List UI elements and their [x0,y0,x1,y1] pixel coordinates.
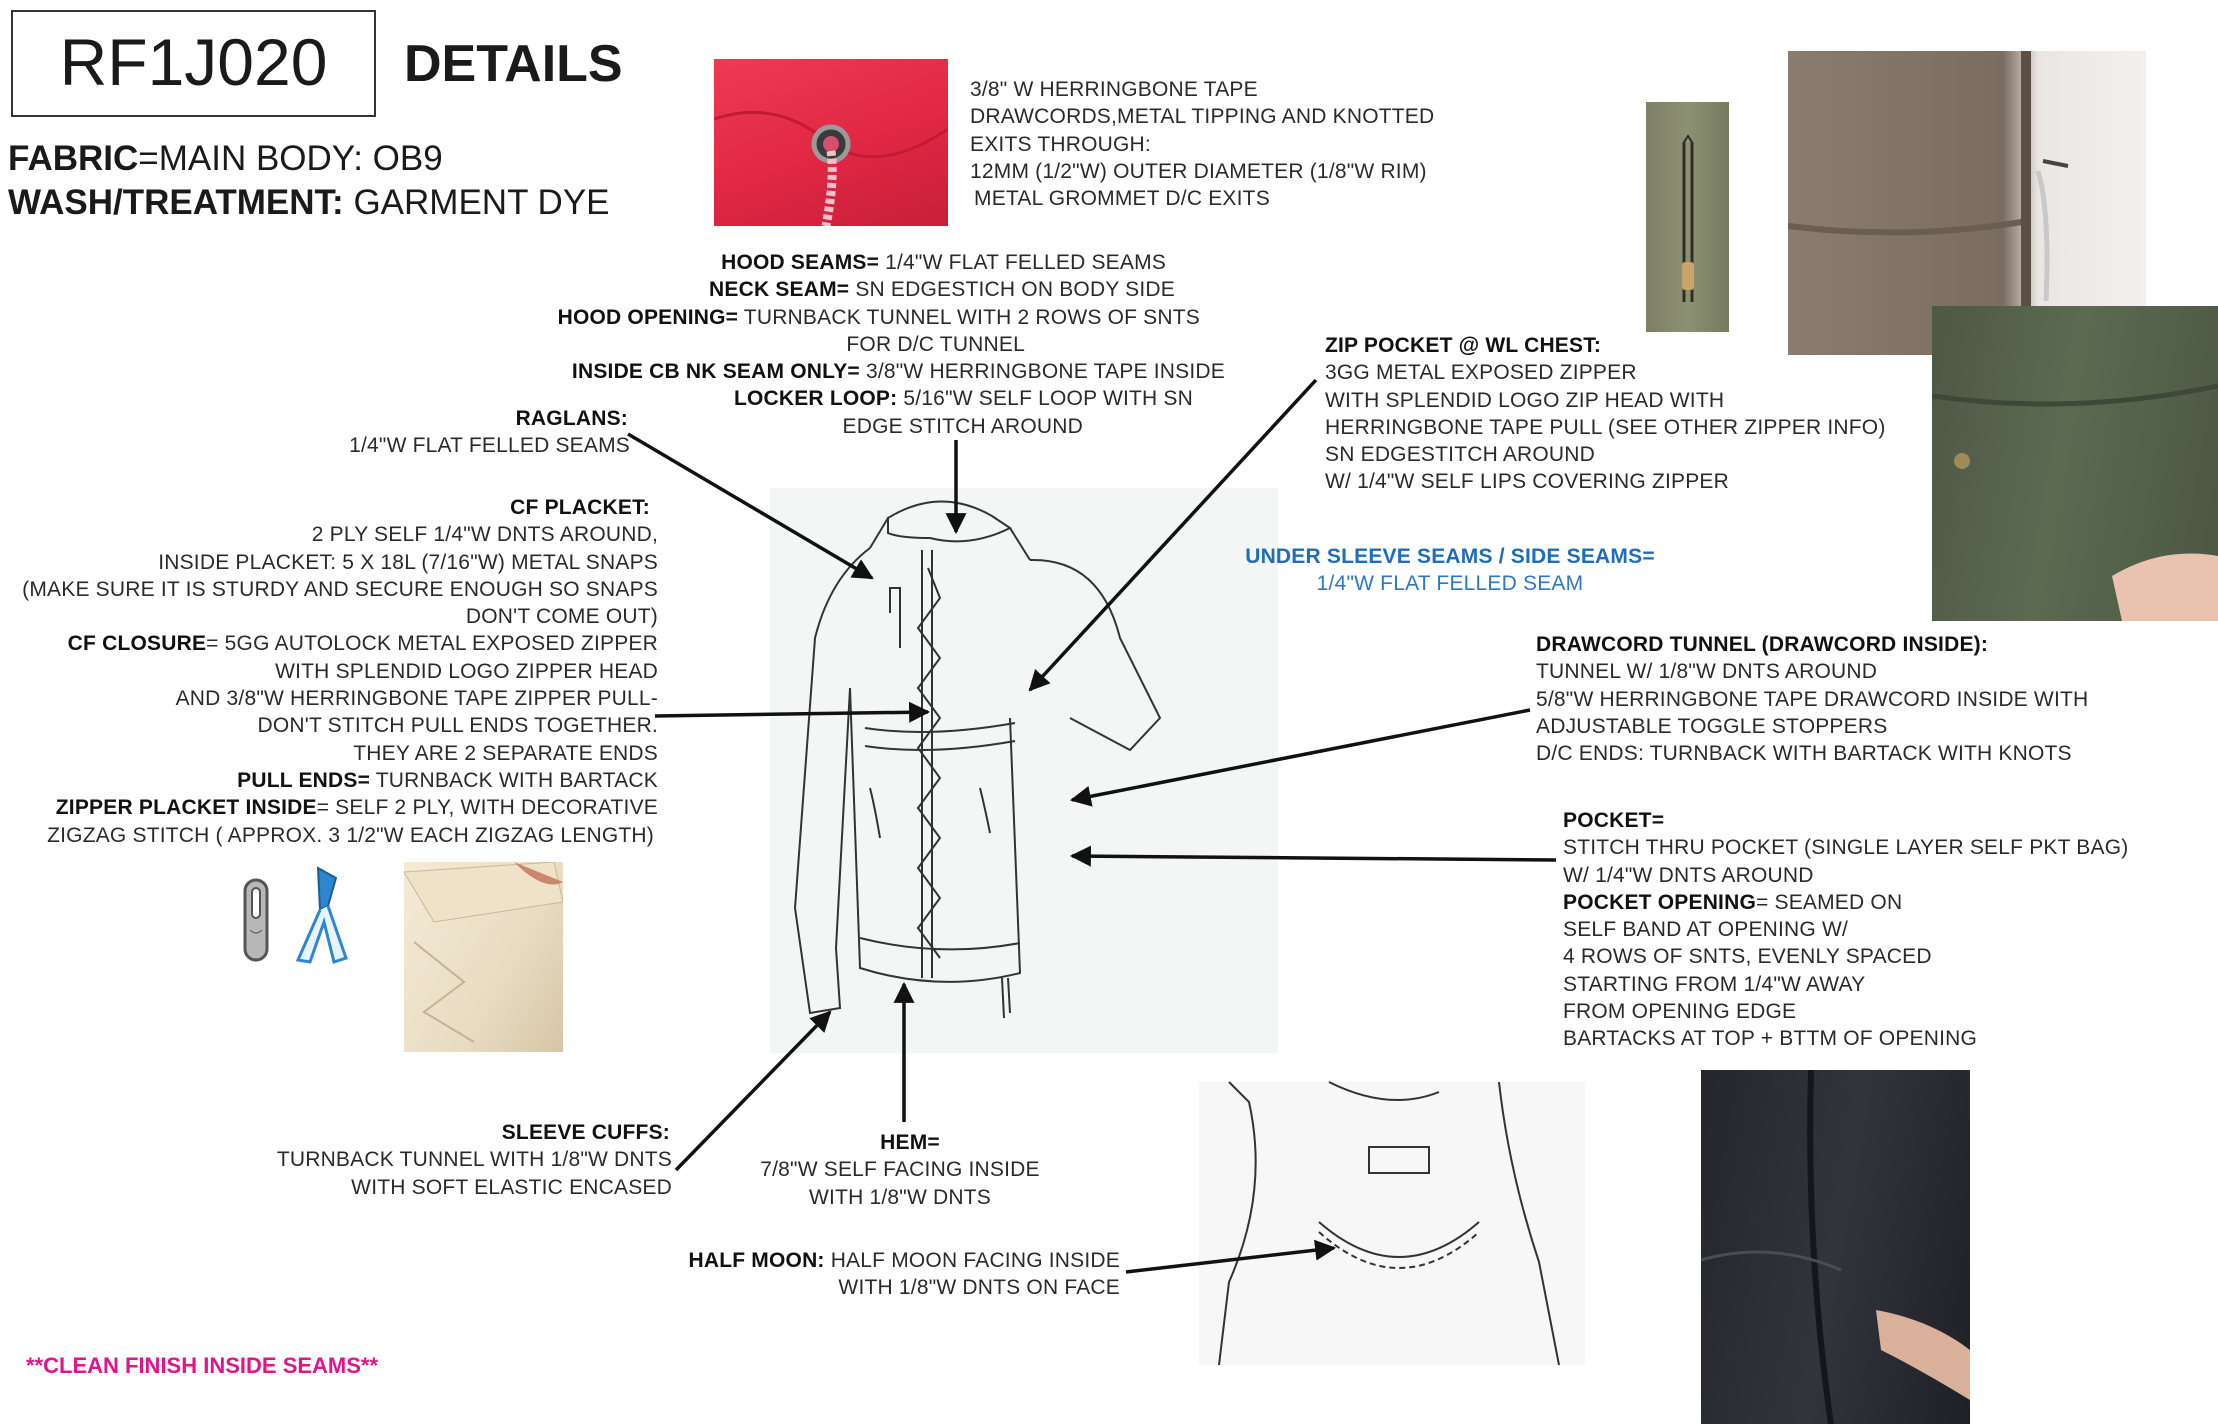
cf-placket-line: (MAKE SURE IT IS STURDY AND SECURE ENOUGH SO SNAPS [22,577,658,601]
hood-seams-value: 1/4"W FLAT FELLED SEAMS [885,251,1166,274]
drawcord-tunnel-line: ADJUSTABLE TOGGLE STOPPERS [1536,714,1888,738]
fabric-value: =MAIN BODY: OB9 [138,139,443,178]
drawcord-tunnel-line: 5/8"W HERRINGBONE TAPE DRAWCORD INSIDE WITH [1536,687,2089,711]
cf-closure-value: = 5GG AUTOLOCK METAL EXPOSED ZIPPER [206,632,658,656]
under-sleeve-value: 1/4"W FLAT FELLED SEAM [1316,572,1584,596]
hem-line: WITH 1/8"W DNTS [809,1185,991,1209]
style-code: RF1J020 [59,25,328,99]
hood-opening-line2: FOR D/C TUNNEL [846,332,1025,356]
pocket-opening-line: SELF BAND AT OPENING W/ [1563,918,1849,942]
half-moon-value: HALF MOON FACING INSIDE [830,1249,1120,1272]
half-moon-label: HALF MOON: [688,1249,825,1272]
arrow-zip-pocket [1030,380,1316,690]
drawcord-line: DRAWCORDS,METAL TIPPING AND KNOTTED [970,105,1435,129]
drawcord-tunnel-line: TUNNEL W/ 1/8"W DNTS AROUND [1536,660,1878,684]
neck-seam-value: SN EDGESTICH ON BODY SIDE [855,278,1175,302]
cf-placket-label: CF PLACKET: [510,496,650,519]
cf-closure-line: THEY ARE 2 SEPARATE ENDS [353,741,658,765]
drawcord-tunnel-line: D/C ENDS: TURNBACK WITH BARTACK WITH KNOTS [1536,742,2072,766]
raglans-value: 1/4"W FLAT FELLED SEAMS [349,434,630,458]
footer-note: **CLEAN FINISH INSIDE SEAMS** [26,1353,379,1378]
cf-closure-line: AND 3/8"W HERRINGBONE TAPE ZIPPER PULL- [175,687,658,711]
zipper-placket-line2: ZIGZAG STITCH ( APPROX. 3 1/2"W EACH ZIGZAG LENGTH) [47,823,654,847]
drawcord-line: 3/8" W HERRINGBONE TAPE [970,78,1258,101]
hem-line: 7/8"W SELF FACING INSIDE [760,1158,1040,1182]
cf-placket-line: DON'T COME OUT) [465,605,658,629]
arrow-sleeve-cuffs [676,1012,830,1170]
neck-seam-label: NECK SEAM= [709,278,850,302]
drawcord-tunnel-label: DRAWCORD TUNNEL (DRAWCORD INSIDE): [1536,633,1989,656]
cf-placket-line: 2 PLY SELF 1/4"W DNTS AROUND, [311,523,658,547]
zip-pocket-line: HERRINGBONE TAPE PULL (SEE OTHER ZIPPER INFO) [1325,415,1886,439]
zip-pocket-line: 3GG METAL EXPOSED ZIPPER [1325,361,1637,385]
drawcord-line: EXITS THROUGH: [970,132,1151,156]
pocket-line: STITCH THRU POCKET (SINGLE LAYER SELF PKT BAG) [1563,836,2129,860]
arrow-cf-closure [655,712,928,716]
pocket-opening-line: BARTACKS AT TOP + BTTM OF OPENING [1563,1027,1978,1051]
drawcord-line: METAL GROMMET D/C EXITS [974,187,1270,211]
arrow-drawcord-tunnel [1072,710,1530,800]
wash-label: WASH/TREATMENT: [8,183,344,222]
inside-cb-value: 3/8"W HERRINGBONE TAPE INSIDE [865,360,1225,384]
half-moon-line2: WITH 1/8"W DNTS ON FACE [838,1276,1120,1300]
zip-pocket-line: WITH SPLENDID LOGO ZIP HEAD WITH [1325,388,1725,412]
zipper-placket-label: ZIPPER PLACKET INSIDE [55,796,317,820]
cf-placket-line: INSIDE PLACKET: 5 X 18L (7/16"W) METAL SNAPS [158,550,658,574]
raglans-label: RAGLANS: [515,407,628,430]
pocket-opening-value: = SEAMED ON [1756,890,1903,914]
pocket-opening-label: POCKET OPENING [1563,890,1756,914]
hem-label: HEM= [880,1131,940,1154]
pocket-opening-line: STARTING FROM 1/4"W AWAY [1563,972,1866,996]
fabric-label: FABRIC [8,139,139,178]
pull-ends-label: PULL ENDS= [237,768,371,792]
cf-closure-line: WITH SPLENDID LOGO ZIPPER HEAD [275,659,658,683]
cf-closure-label: CF CLOSURE [67,632,207,656]
zipper-placket-value: = SELF 2 PLY, WITH DECORATIVE [316,796,658,820]
sleeve-cuffs-label: SLEEVE CUFFS: [501,1121,670,1144]
sleeve-cuffs-line: TURNBACK TUNNEL WITH 1/8"W DNTS [276,1148,672,1172]
arrow-half-moon [1126,1248,1334,1272]
arrow-raglans [628,434,872,578]
locker-loop-line2: EDGE STITCH AROUND [842,414,1083,438]
arrow-pocket [1072,856,1556,860]
sleeve-cuffs-line: WITH SOFT ELASTIC ENCASED [351,1175,672,1199]
zip-pocket-line: SN EDGESTITCH AROUND [1325,443,1596,467]
under-sleeve-label: UNDER SLEEVE SEAMS / SIDE SEAMS= [1245,545,1655,568]
section-title: DETAILS [404,35,623,93]
hood-opening-value: TURNBACK TUNNEL WITH 2 ROWS OF SNTS [743,305,1200,329]
zip-pocket-line: W/ 1/4"W SELF LIPS COVERING ZIPPER [1325,470,1730,494]
hood-seams-label: HOOD SEAMS= [721,251,880,274]
zip-pocket-label: ZIP POCKET @ WL CHEST: [1325,334,1602,357]
pocket-line: W/ 1/4"W DNTS AROUND [1563,863,1814,887]
wash-value: GARMENT DYE [353,183,610,222]
locker-loop-label: LOCKER LOOP: [733,387,898,411]
pull-ends-value: TURNBACK WITH BARTACK [375,768,658,792]
locker-loop-value: 5/16"W SELF LOOP WITH SN [903,387,1193,411]
pocket-opening-line: 4 ROWS OF SNTS, EVENLY SPACED [1563,945,1932,969]
pocket-opening-line: FROM OPENING EDGE [1563,1000,1797,1024]
cf-closure-line: DON'T STITCH PULL ENDS TOGETHER. [257,714,658,738]
pocket-label: POCKET= [1563,809,1665,832]
hood-opening-label: HOOD OPENING= [557,305,739,329]
inside-cb-label: INSIDE CB NK SEAM ONLY= [571,360,860,384]
drawcord-line: 12MM (1/2"W) OUTER DIAMETER (1/8"W RIM) [970,159,1427,183]
